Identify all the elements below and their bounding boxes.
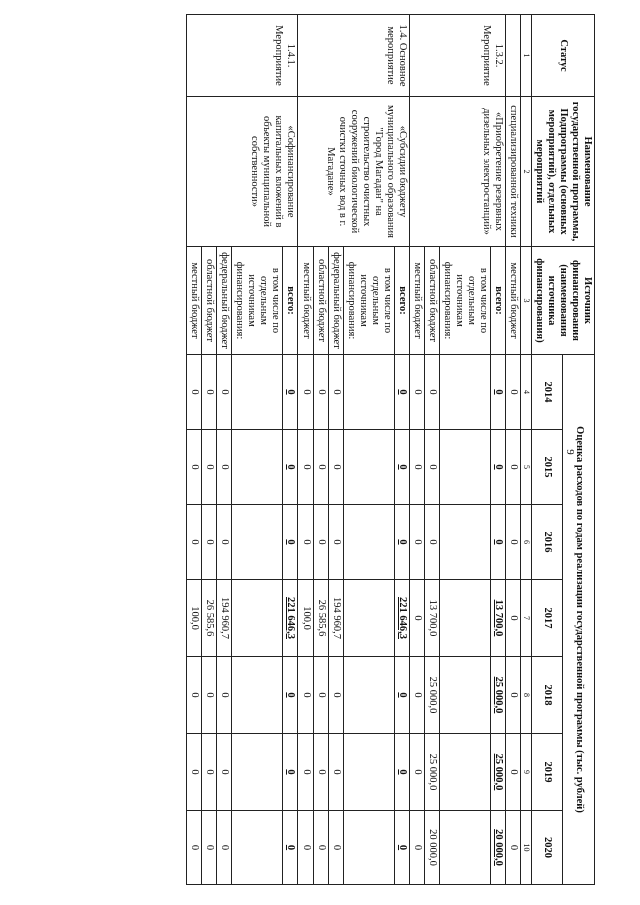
status-cell: 1.3.2. Мероприятие <box>410 15 506 97</box>
value-cell <box>343 355 394 430</box>
column-number: 4 <box>521 355 531 430</box>
value-cell: 221 646,3 <box>283 580 298 657</box>
value-cell <box>232 580 283 657</box>
value-cell: 0 <box>410 811 425 885</box>
value-cell: 0 <box>328 657 343 734</box>
column-number: 6 <box>521 505 531 580</box>
value-cell <box>440 505 491 580</box>
source-cell: всего: <box>491 247 506 355</box>
header-group: Оценка расходов по годам реализации государственной программы (тыс. рублей) <box>563 355 595 885</box>
value-cell: 0 <box>283 657 298 734</box>
source-cell: областной бюджет <box>313 247 328 355</box>
column-number: 8 <box>521 657 531 734</box>
value-cell: 25 000,0 <box>491 657 506 734</box>
value-cell: 0 <box>217 430 232 505</box>
source-cell: в том числе по отдельным источникам финансирования: <box>343 247 394 355</box>
table-row <box>491 15 506 885</box>
value-cell: 0 <box>425 505 440 580</box>
value-cell: 0 <box>394 657 409 734</box>
value-cell: 0 <box>283 734 298 811</box>
value-cell <box>343 734 394 811</box>
column-number: 2 <box>521 97 531 247</box>
column-number-row <box>521 15 531 885</box>
rotated-table-container <box>55 14 595 884</box>
value-cell: 0 <box>410 430 425 505</box>
value-cell: 0 <box>187 505 202 580</box>
value-cell <box>440 657 491 734</box>
value-cell: 100,0 <box>187 580 202 657</box>
value-cell: 0 <box>283 355 298 430</box>
value-cell <box>343 580 394 657</box>
value-cell: 0 <box>313 505 328 580</box>
value-cell: 0 <box>187 430 202 505</box>
value-cell: 0 <box>298 734 313 811</box>
value-cell: 0 <box>217 355 232 430</box>
value-cell: 0 <box>298 811 313 885</box>
value-cell: 194 960,7 <box>328 580 343 657</box>
header-source: Источник финансирования (наименования источника финансирования) <box>531 247 594 355</box>
value-cell: 0 <box>410 734 425 811</box>
table-row <box>506 15 521 885</box>
status-cell: 1.4.1. Мероприятие <box>187 15 299 97</box>
name-cell: специализированной техники <box>506 97 521 247</box>
value-cell: 0 <box>394 734 409 811</box>
value-cell <box>440 355 491 430</box>
value-cell: 0 <box>491 430 506 505</box>
value-cell: 0 <box>187 734 202 811</box>
source-cell: областной бюджет <box>202 247 217 355</box>
value-cell: 25 000,0 <box>425 734 440 811</box>
value-cell: 0 <box>394 811 409 885</box>
value-cell: 20 000,0 <box>491 811 506 885</box>
header-year: 2019 <box>531 734 563 811</box>
value-cell: 0 <box>394 355 409 430</box>
source-cell: местный бюджет <box>506 247 521 355</box>
value-cell: 26 585,6 <box>202 580 217 657</box>
value-cell: 0 <box>202 430 217 505</box>
header-year: 2018 <box>531 657 563 734</box>
value-cell: 0 <box>283 505 298 580</box>
value-cell: 0 <box>298 430 313 505</box>
value-cell: 0 <box>202 734 217 811</box>
value-cell: 0 <box>313 734 328 811</box>
source-cell: федеральный бюджет <box>217 247 232 355</box>
value-cell: 25 000,0 <box>491 734 506 811</box>
value-cell: 221 646,3 <box>394 580 409 657</box>
value-cell: 0 <box>187 355 202 430</box>
source-cell: в том числе по отдельным источникам финансирования: <box>440 247 491 355</box>
source-cell: в том числе по отдельным источникам финансирования: <box>232 247 283 355</box>
value-cell: 13 700,0 <box>425 580 440 657</box>
value-cell: 0 <box>202 505 217 580</box>
value-cell: 0 <box>491 355 506 430</box>
column-number: 3 <box>521 247 531 355</box>
value-cell: 194 960,7 <box>217 580 232 657</box>
column-number: 7 <box>521 580 531 657</box>
value-cell: 0 <box>217 811 232 885</box>
value-cell: 0 <box>410 505 425 580</box>
source-cell: федеральный бюджет <box>328 247 343 355</box>
value-cell <box>232 734 283 811</box>
budget-table <box>186 14 595 885</box>
header-year: 2017 <box>531 580 563 657</box>
value-cell <box>440 580 491 657</box>
value-cell <box>232 657 283 734</box>
value-cell <box>232 505 283 580</box>
header-row-1 <box>563 15 595 885</box>
value-cell: 0 <box>217 657 232 734</box>
value-cell: 0 <box>313 430 328 505</box>
value-cell: 20 000,0 <box>425 811 440 885</box>
table-row <box>283 15 298 885</box>
value-cell: 0 <box>425 430 440 505</box>
value-cell <box>343 657 394 734</box>
source-cell: местный бюджет <box>187 247 202 355</box>
value-cell: 0 <box>410 355 425 430</box>
value-cell: 0 <box>506 811 521 885</box>
column-number: 1 <box>521 15 531 97</box>
value-cell: 0 <box>410 657 425 734</box>
header-year: 2014 <box>531 355 563 430</box>
value-cell: 0 <box>425 355 440 430</box>
value-cell <box>232 811 283 885</box>
value-cell: 0 <box>506 355 521 430</box>
value-cell: 0 <box>506 734 521 811</box>
source-cell: местный бюджет <box>410 247 425 355</box>
source-cell: всего: <box>283 247 298 355</box>
value-cell: 100,0 <box>298 580 313 657</box>
value-cell: 0 <box>283 430 298 505</box>
value-cell: 0 <box>328 430 343 505</box>
value-cell <box>232 430 283 505</box>
value-cell: 0 <box>506 580 521 657</box>
status-cell <box>506 15 521 97</box>
value-cell: 0 <box>313 355 328 430</box>
value-cell: 0 <box>283 811 298 885</box>
value-cell: 0 <box>394 430 409 505</box>
value-cell <box>232 355 283 430</box>
value-cell: 0 <box>491 505 506 580</box>
value-cell: 0 <box>410 580 425 657</box>
value-cell: 0 <box>202 355 217 430</box>
value-cell: 0 <box>394 505 409 580</box>
header-year: 2020 <box>531 811 563 885</box>
value-cell <box>440 734 491 811</box>
source-cell: местный бюджет <box>298 247 313 355</box>
value-cell: 0 <box>328 734 343 811</box>
value-cell: 0 <box>328 355 343 430</box>
table-row <box>394 15 409 885</box>
value-cell <box>343 505 394 580</box>
value-cell: 0 <box>328 811 343 885</box>
value-cell: 0 <box>298 355 313 430</box>
value-cell: 0 <box>506 505 521 580</box>
source-cell: всего: <box>394 247 409 355</box>
value-cell: 0 <box>328 505 343 580</box>
page-number: 9 <box>564 449 576 455</box>
value-cell: 0 <box>187 657 202 734</box>
value-cell: 25 000,0 <box>425 657 440 734</box>
value-cell: 0 <box>187 811 202 885</box>
header-status: Статус <box>531 15 594 97</box>
value-cell: 0 <box>202 811 217 885</box>
value-cell: 26 585,6 <box>313 580 328 657</box>
column-number: 5 <box>521 430 531 505</box>
header-year: 2016 <box>531 505 563 580</box>
value-cell: 0 <box>506 657 521 734</box>
name-cell: «Приобретение резервных дизельных электростанций» <box>410 97 506 247</box>
value-cell: 0 <box>506 430 521 505</box>
value-cell <box>440 811 491 885</box>
value-cell <box>343 811 394 885</box>
value-cell: 0 <box>217 505 232 580</box>
source-cell: областной бюджет <box>425 247 440 355</box>
value-cell: 0 <box>313 811 328 885</box>
column-number: 10 <box>521 811 531 885</box>
column-number: 9 <box>521 734 531 811</box>
value-cell: 13 700,0 <box>491 580 506 657</box>
value-cell: 0 <box>298 657 313 734</box>
value-cell: 0 <box>217 734 232 811</box>
header-name: Наименование государственной программы, Подпрограммы (основных мероприятий), отдельных мероприятий <box>531 97 594 247</box>
value-cell: 0 <box>298 505 313 580</box>
value-cell <box>343 430 394 505</box>
value-cell: 0 <box>202 657 217 734</box>
name-cell: «Софинансирование капитальных вложений в объекты муниципальной собственности» <box>187 97 299 247</box>
name-cell: «Субсидии бюджету муниципального образования "Город Магадан" на строительство очистных сооружений биологической очистки сточных вод в г. Магадане» <box>298 97 410 247</box>
value-cell <box>440 430 491 505</box>
status-cell: 1.4. Основное мероприятие <box>298 15 410 97</box>
value-cell: 0 <box>313 657 328 734</box>
header-year: 2015 <box>531 430 563 505</box>
